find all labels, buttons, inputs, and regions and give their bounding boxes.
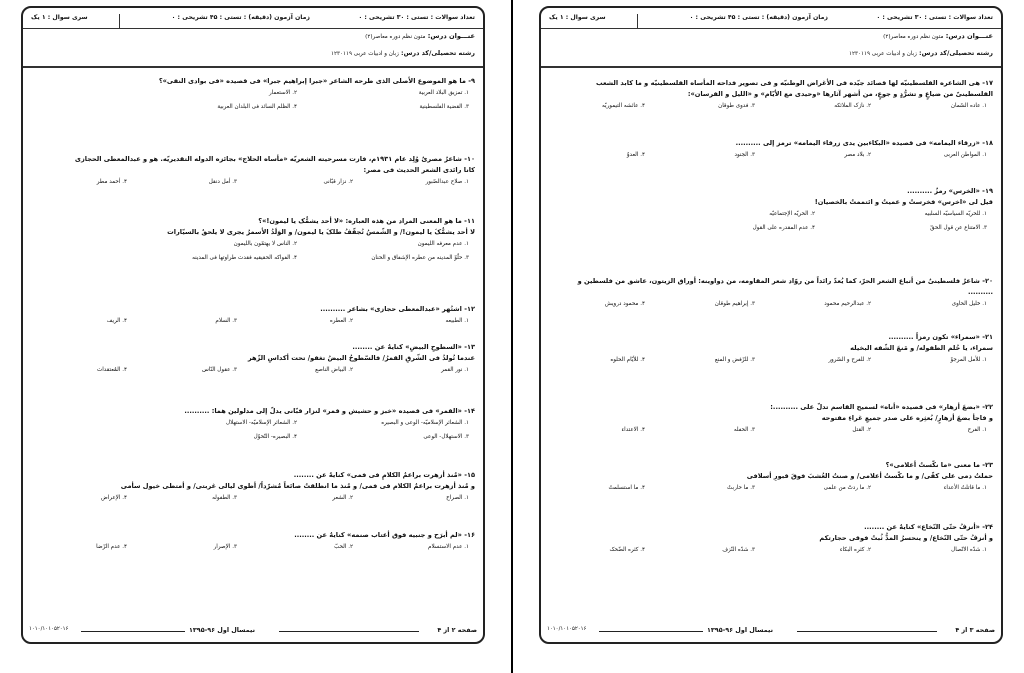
question-text: ۱۰- شاعرٌ مصریٌ وُلِد عام ۱۹۳۱م، فازت مسرحیته الشعریّه «مأساه الحلاج» بجائزه الدوله التقدیریّه. هو و عبدالمعطی الحجازی: [74, 155, 475, 163]
answer-option-2[interactable]: ۲. الشعر: [332, 495, 353, 501]
header-bottom-rule: [541, 66, 1001, 68]
question-subtext: ..........: [967, 288, 993, 296]
question-subtext: و أنزفُ حتّی النّخاع/ و ینحسرُ المدُّ ثُبتُ فوقی حجارتکم: [819, 534, 993, 542]
question-series: سری سوال : ۱ یک: [31, 14, 88, 21]
question-item: [549, 138, 993, 163]
answer-option-4[interactable]: ۴. عدم الرّضا: [96, 544, 127, 550]
page-divider: [511, 0, 513, 673]
answer-option-2[interactable]: ۲. الاستعمار: [268, 90, 297, 96]
question-subtext: سمراء، یا حُلم الطفوله/ و مَنعَ الشّفه البخیله: [850, 344, 993, 352]
field-value: زبان و ادبیات عربی ۱۲۳۰۱۱۹: [848, 51, 917, 57]
answer-option-4[interactable]: ۴. للأیّام الحلوه: [610, 357, 645, 363]
answer-option-1[interactable]: ۱. خلیل الحاوی: [951, 301, 987, 307]
question-subtext: و مُنذ أزهرت براعمُ الکلام فی فمی/ و مُنذ ما انطلقتُ صائعاً مُشرّداً/ أطوی لیالی غربتی/ و أمتطی خیول سأمی: [120, 482, 475, 490]
answer-option-1[interactable]: ۱. للحریّه السیاسیّه السلبیه: [924, 211, 987, 217]
answer-option-3[interactable]: ۳. الحفله: [733, 427, 755, 433]
answer-option-3[interactable]: ۳. عقول النّاس: [202, 367, 237, 373]
question-text: ۱۴- «القمر» فی قصیده «خبز و حشیش و قمر» لنزار قبّانی یدلّ إلی مدلولین هما: ..........: [184, 407, 475, 415]
answer-option-3[interactable]: ۳. القضیة الفلسطینیة: [419, 104, 469, 110]
answer-option-4[interactable]: ۴. أحمد مطر: [96, 179, 127, 185]
answer-option-1[interactable]: ۱. للأمل المرجوّ: [950, 357, 987, 363]
answer-option-3[interactable]: ۳. شدّه النّزف: [722, 547, 755, 553]
question-count: تعداد سوالات : تستی : ۳۰ تشریحی : ۰: [358, 14, 475, 21]
question-item: [549, 186, 993, 236]
question-item: [31, 342, 475, 378]
answer-option-2[interactable]: ۲. ما ردتُ من علمی: [823, 485, 871, 491]
question-item: [31, 154, 475, 190]
answer-option-4[interactable]: ۴. عدم المقدره علی القول: [752, 225, 815, 231]
answer-option-1[interactable]: ۱. ما قاتلتُ الأعداء: [943, 485, 987, 491]
question-item: [31, 470, 475, 506]
answer-option-2[interactable]: ۲. بلاد مصر: [844, 152, 871, 158]
question-item: [31, 76, 475, 115]
question-text: ۱۶- «لم أبرَح و جنبیه فوق أعتاب صنمه» کنایهٌ عن ........: [294, 531, 475, 539]
page-footer: [29, 624, 477, 638]
question-text: ۹- ما هو الموضوع الأصلی الذی طرحه الشاعر «جبرا إبراهیم جبرا» فی قصیده «فی بوادی النفی»؟: [158, 77, 475, 85]
answer-option-4[interactable]: ۴. الفواکه الحقیقیه فقدت طراوتها فی المدینه: [192, 255, 297, 261]
answer-option-1[interactable]: ۱. تمزیق البلاد العربیة: [418, 90, 469, 96]
exam-time: زمان آزمون (دقیقه) : تستی : ۴۵ تشریحی : ۰: [171, 14, 310, 21]
question-text: ۱۲- اشتُهر «عبدالمعطی حجازی» بشاعر ..........: [320, 305, 475, 313]
answer-option-3[interactable]: ۳. الطفوله: [212, 495, 237, 501]
answer-option-3[interactable]: ۳. ما حاربتُ: [727, 485, 755, 491]
question-text: ۲۰- شاعرٌ فلسطینیٌ من أتباع الشعر الحرّ، کما یُعدّ رائداً من روّاد شعر المقاومه، من دواوینه: أوراق الزیتون، عاشق من فلسطین و: [577, 277, 993, 285]
course-value: متون نظم دوره معاصر(۲): [883, 34, 944, 40]
question-text: ۱۵- «مُنذ أزهرت براعمُ الکلامِ فی فمی» کنایهٌ عن ........: [293, 471, 475, 479]
answer-option-3[interactable]: ۳. الاستهلال- الوعی: [423, 434, 469, 440]
answer-option-1[interactable]: ۱. الطبیعه: [445, 318, 469, 324]
field-label: رشته تحصیلی/کد درس:: [919, 49, 993, 57]
header-separator: [637, 14, 638, 28]
answer-option-3[interactable]: ۳. حلُوّ المدینه من عطره الإشفاق و الحنان: [371, 255, 469, 261]
answer-option-4[interactable]: ۴. الظلم السائد فی البلدان العربیة: [217, 104, 297, 110]
question-item: [549, 78, 993, 114]
answer-option-2[interactable]: ۲. عبدالرحیم محمود: [824, 301, 871, 307]
questions-list: [23, 70, 483, 618]
question-series: سری سوال : ۱ یک: [549, 14, 606, 21]
answer-option-4[interactable]: ۴. ما استسلمتُ: [608, 485, 645, 491]
answer-option-1[interactable]: ۱. عدم الاستسلام: [428, 544, 469, 550]
answer-option-1[interactable]: ۱. عاده السّمان: [950, 103, 987, 109]
answer-option-3[interactable]: ۳. السلام: [215, 318, 237, 324]
question-text: ۱۷- هی الشاعره الفلسطینیّه لها قصائد جیّده فی الأغراض الوطنیّه و فی تصویر فداحه المأساه الفلسطینیّه و ما کابد الشعب: [595, 79, 993, 87]
question-item: [549, 332, 993, 368]
question-text: ۱۳- «السطوحِ البیضِ» کنایهٌ عن ........: [352, 343, 475, 351]
answer-option-2[interactable]: ۲. نزار قبّانی: [323, 179, 353, 185]
question-subtext: الفلسطینیّ من ضیاعٍ و تشرُّدٍ و جوعٍ، من أشهر آثارها «وحیدی مع الأیّام» و «اللیل و الفرسان»:: [687, 90, 993, 98]
page-header: [541, 8, 1001, 68]
answer-option-2[interactable]: ۲. نازک الملائکه: [834, 103, 871, 109]
question-item: [549, 460, 993, 496]
answer-option-2[interactable]: ۲. الحریّه الإجتماعیّه: [769, 211, 815, 217]
question-subtext: لا أحد یشمُّکَ یا لیمون!/ و الشّمسُ تُجفّفُ طلکَ یا لیمون/ و الوَلَدُ الأسمرُ یجری لا یلحقُ بالسیّارات: [167, 228, 475, 236]
question-text: ۱۹- «الخرس» رمزٌ ..........: [907, 187, 993, 195]
answer-option-3[interactable]: ۳. فدوی طوقان: [718, 103, 755, 109]
header-bottom-rule: [23, 66, 483, 68]
answer-option-4[interactable]: ۴. الریف: [106, 318, 127, 324]
answer-option-3[interactable]: ۳. أمل دنقل: [208, 179, 237, 185]
answer-option-1[interactable]: ۱. نور القمر: [441, 367, 469, 373]
exam-code: ۱۰۱۰/۱۰۱۰۵۲۰۱۶: [29, 626, 69, 632]
answer-option-2[interactable]: ۲. الناس لا یهتمّون باللیمون: [233, 241, 297, 247]
question-subtext: عندما تُولدُ فی الشّرقِ القمرُ/ فالسّطوحُ البیضُ تغفو/ تحت أکداسِ الزّهر: [247, 354, 475, 362]
course-value: متون نظم دوره معاصر(۲): [365, 34, 426, 40]
answer-option-4[interactable]: ۴. الاعتداء: [621, 427, 645, 433]
field-label: رشته تحصیلی/کد درس:: [401, 49, 475, 57]
answer-option-2[interactable]: ۲. للفرح و السّرور: [828, 357, 871, 363]
answer-option-4[interactable]: ۴. محمود درویش: [604, 301, 645, 307]
answer-option-3[interactable]: ۳. إبراهیم طوقان: [714, 301, 755, 307]
answer-option-4[interactable]: ۴. عائشه التیموریّه: [602, 103, 645, 109]
answer-option-4[interactable]: ۴. البصیره- التّحوّل: [253, 434, 297, 440]
course-label: عنـــوان درس:: [945, 32, 993, 40]
question-subtext: قیل لی «اخرس» فخرستُ و عمیتُ و ائتممتُ بالخصیان!: [814, 198, 993, 206]
page-footer: [547, 624, 995, 638]
answer-option-1[interactable]: ۱. الفرح: [967, 427, 987, 433]
answer-option-4[interactable]: ۴. کثره الضّحک: [609, 547, 645, 553]
answer-option-1[interactable]: ۱. عدم معرفه اللیمون: [417, 241, 469, 247]
answer-option-1[interactable]: ۱. صلاح عبدالصّبور: [425, 179, 469, 185]
exam-code: ۱۰۱۰/۱۰۱۰۵۲۰۱۶: [547, 626, 587, 632]
answer-option-1[interactable]: ۱. شدّه الاتّصال: [951, 547, 987, 553]
answer-option-2[interactable]: ۲. الشعائر الإسلامیّه- الاستهلال: [226, 420, 297, 426]
question-text: ۲۲- «بضعَ أزهار» فی قصیده «أناه» لسمیح القاسم تدلّ علی ..........:: [770, 403, 993, 411]
question-item: [549, 402, 993, 438]
answer-option-1[interactable]: ۱. المواطن العربی: [943, 152, 987, 158]
question-count: تعداد سوالات : تستی : ۳۰ تشریحی : ۰: [876, 14, 993, 21]
term-label: نیمسال اول ۹۶-۱۳۹۵: [189, 626, 255, 634]
question-text: ۲۴- «أنزفُ حتّی النّخاع» کنایهٌ عن ........: [864, 523, 993, 531]
answer-option-2[interactable]: ۲. کثره البکاء: [839, 547, 871, 553]
question-text: ۲۳- ما معنی «ما نکّستُ أعلامی»؟: [885, 461, 993, 469]
answer-option-2[interactable]: ۲. البیاض الناصع: [315, 367, 353, 373]
question-subtext: و فاجأ بضعَ أزهارٍ/ بُعثِره علی صدر جمیعِ غراءِ مفتوحه: [821, 414, 993, 422]
page-header: [23, 8, 483, 68]
question-item: [549, 276, 993, 312]
question-item: [31, 216, 475, 266]
question-subtext: کانا رائدی الشعر الحدیث فی مصر:: [363, 166, 475, 174]
answer-option-3[interactable]: ۳. للرّفض و المنع: [714, 357, 755, 363]
answer-option-4[interactable]: ۴. المُعتقدات: [96, 367, 127, 373]
answer-option-2[interactable]: ۲. الحبّ: [334, 544, 353, 550]
exam-time: زمان آزمون (دقیقه) : تستی : ۴۵ تشریحی : ۰: [689, 14, 828, 21]
field-value: زبان و ادبیات عربی ۱۲۳۰۱۱۹: [330, 51, 399, 57]
page-number: صفحه ۲ از ۴: [437, 626, 477, 634]
question-text: ۱۱- ما هو المعنی المراد من هذه العباره: «لا أحد یشمُّک یا لیمون!»؟: [258, 217, 475, 225]
exam-page-right: [539, 6, 1003, 644]
questions-list: [541, 70, 1001, 618]
exam-page-left: [21, 6, 485, 644]
header-rule: [541, 28, 1001, 29]
answer-option-3[interactable]: ۳. الإصرار: [213, 544, 237, 550]
answer-option-1[interactable]: ۱. الشعائر الإسلامیّه- الوعی و البصیره: [381, 420, 469, 426]
question-text: ۲۱- «سمراء» تکون رمزاً ..........: [888, 333, 993, 341]
header-separator: [119, 14, 120, 28]
question-item: [31, 530, 475, 555]
answer-option-3[interactable]: ۳. الجنود: [734, 152, 755, 158]
answer-option-3[interactable]: ۳. الامتناع عن قول الحقّ: [930, 225, 987, 231]
question-subtext: حملتُ دمی علی کفّی/ و ما نکّستُ أعلامی/ و صنتُ العُشبَ فوقَ قبورِ أسلافی: [746, 472, 993, 480]
answer-option-2[interactable]: ۲. القتل: [852, 427, 871, 433]
answer-option-4[interactable]: ۴. العدوّ: [626, 152, 645, 158]
term-label: نیمسال اول ۹۶-۱۳۹۵: [707, 626, 773, 634]
question-item: [31, 304, 475, 329]
page-number: صفحه ۳ از ۴: [955, 626, 995, 634]
answer-option-2[interactable]: ۲. العطره: [329, 318, 353, 324]
course-label: عنـــوان درس:: [427, 32, 475, 40]
question-text: ۱۸- «زرقاء الیمامه» فی قصیده «البکاءبین یدی زرقاء الیمامه» ترمز إلی ..........: [735, 139, 993, 147]
answer-option-4[interactable]: ۴. الإعراض: [100, 495, 127, 501]
question-item: [549, 522, 993, 558]
answer-option-1[interactable]: ۱. الصراخ: [446, 495, 469, 501]
question-item: [31, 406, 475, 445]
header-rule: [23, 28, 483, 29]
